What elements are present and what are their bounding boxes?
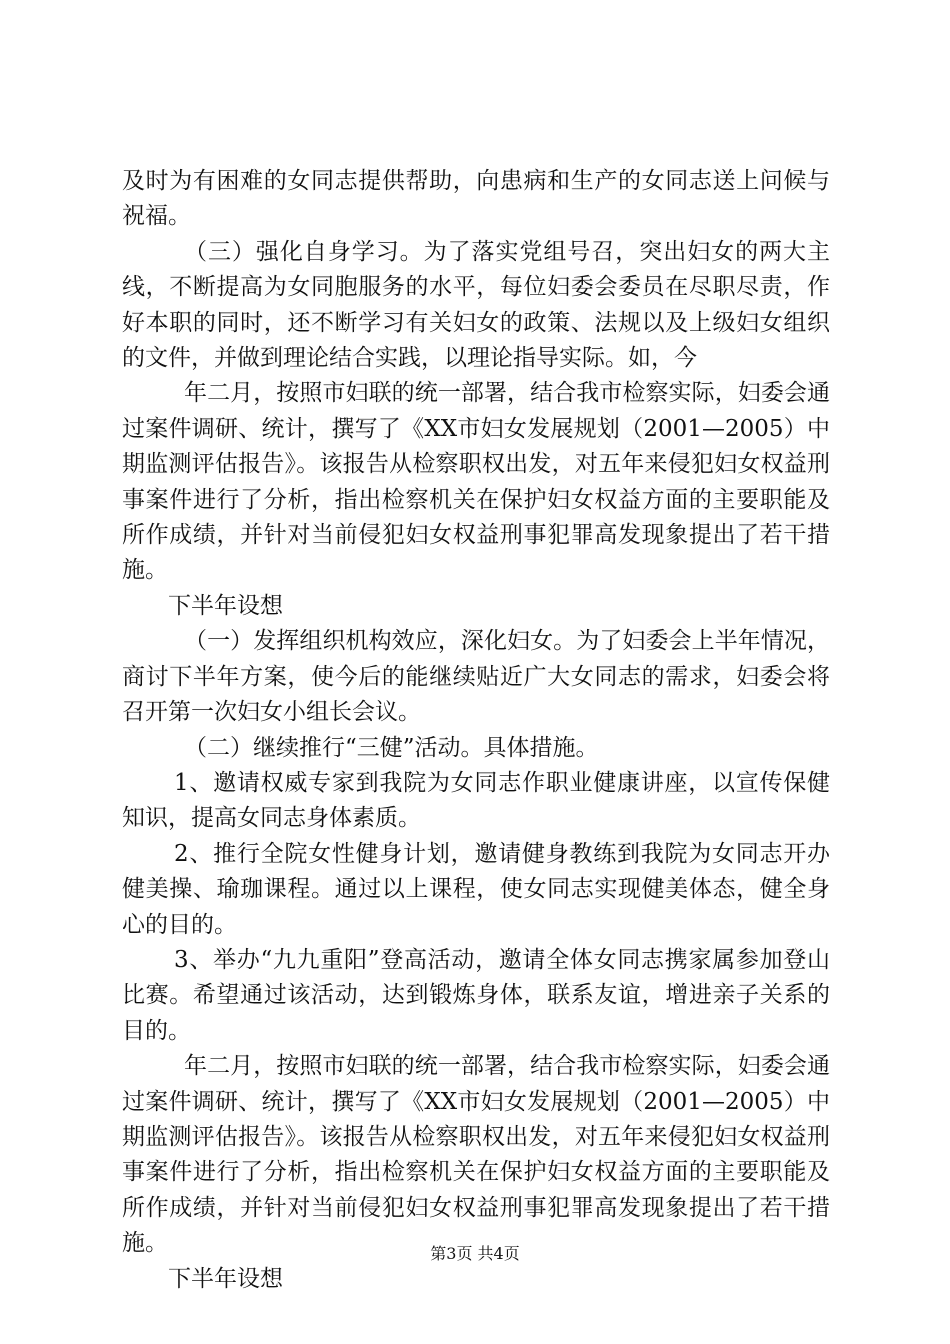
section-heading-second-half-plan: 下半年设想 — [168, 592, 283, 619]
paragraph-continuation: 及时为有困难的女同志提供帮助，向患病和生产的女同志送上问候与祝福。 — [122, 168, 830, 230]
paragraph-three-health-activity: （二）继续推行“三健”活动。具体措施。 — [184, 734, 599, 761]
document-body — [122, 164, 830, 1297]
list-item-fitness-plan: 2、推行全院女性健身计划，邀请健身教练到我院为女同志开办健美操、瑜珈课程。通过以上课程，使女同志实现健美体态，健全身心的目的。 — [122, 840, 830, 938]
paragraph-report-february-repeat: 年二月，按照市妇联的统一部署，结合我市检察实际，妇委会通过案件调研、统计，撰写了《XX市妇女发展规划（2001—2005）中期监测评估报告》。该报告从检察职权出发，对五年来侵犯妇女权益刑事案件进行了分析，指出检察机关在保护妇女权益方面的主要职能及所作成绩，并针对当前侵犯妇女权益刑事犯罪高发现象提出了若干措施。 — [122, 1053, 830, 1257]
list-item-climbing-activity: 3、举办“九九重阳”登高活动，邀请全体女同志携家属参加登山比赛。希望通过该活动，达到锻炼身体，联系友谊，增进亲子关系的目的。 — [122, 946, 830, 1044]
paragraph-self-study: （三）强化自身学习。为了落实党组号召，突出妇女的两大主线，不断提高为女同胞服务的水平，每位妇委会委员在尽职尽责，作好本职的同时，还不断学习有关妇女的政策、法规以及上级妇女组织的文件，并做到理论结合实践，以理论指导实际。如，今 — [122, 238, 830, 372]
list-item-health-lecture: 1、邀请权威专家到我院为女同志作职业健康讲座，以宣传保健知识，提高女同志身体素质。 — [122, 769, 830, 832]
page-footer: 第3页 共4页 — [430, 1244, 520, 1263]
paragraph-report-february: 年二月，按照市妇联的统一部署，结合我市检察实际，妇委会通过案件调研、统计，撰写了《XX市妇女发展规划（2001—2005）中期监测评估报告》。该报告从检察职权出发，对五年来侵犯妇女权益刑事案件进行了分析，指出检察机关在保护妇女权益方面的主要职能及所作成绩，并针对当前侵犯妇女权益刑事犯罪高发现象提出了若干措施。 — [122, 380, 830, 584]
paragraph-organization-effect: （一）发挥组织机构效应，深化妇女。为了妇委会上半年情况，商讨下半年方案，使今后的能继续贴近广大女同志的需求，妇委会将召开第一次妇女小组长会议。 — [122, 628, 830, 726]
section-heading-second-half-plan-repeat: 下半年设想 — [168, 1265, 283, 1292]
